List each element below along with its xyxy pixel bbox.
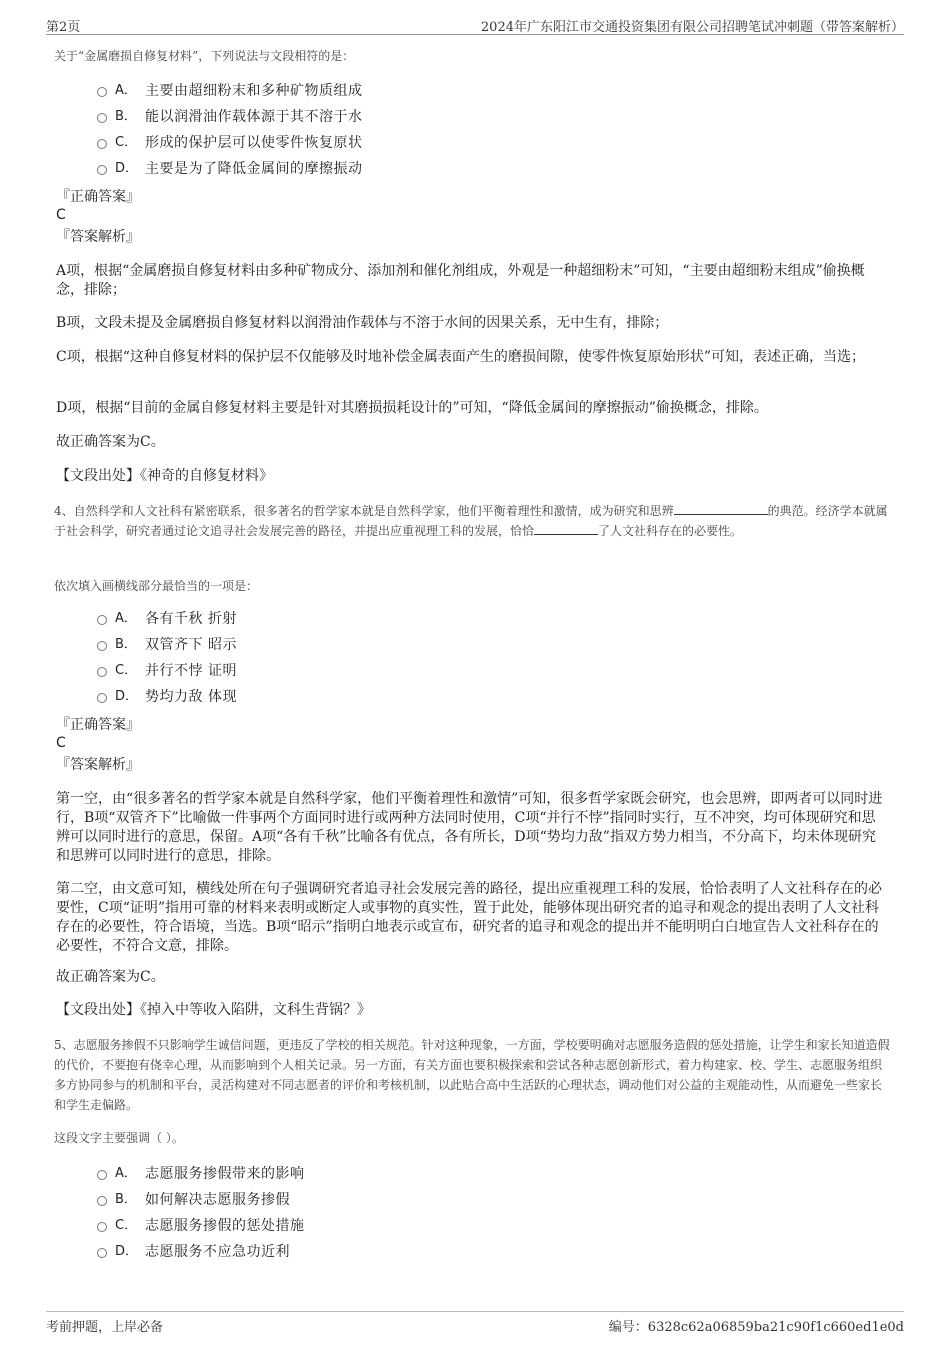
page-header xyxy=(46,14,904,35)
radio-icon[interactable] xyxy=(97,1222,107,1232)
radio-icon[interactable] xyxy=(97,667,107,677)
q5-option-b[interactable]: B． 如何解决志愿服务掺假 xyxy=(97,1190,497,1210)
radio-icon[interactable] xyxy=(97,1196,107,1206)
page-footer xyxy=(46,1311,904,1334)
q4-option-c[interactable]: C． 并行不悖 证明 xyxy=(97,661,497,681)
q3-source: 【文段出处】《神奇的自修复材料》 xyxy=(56,468,273,484)
q3-option-b[interactable]: B． 能以润滑油作载体源于其不溶于水 xyxy=(97,107,497,127)
radio-icon[interactable] xyxy=(97,139,107,149)
q5-stem: 5、志愿服务掺假不只影响学生诚信问题，更违反了学校的相关规范。针对这种现象，一方面，学校要明确对志愿服务造假的惩处措施，让学生和家长知道造假的代价，不要抱有侥幸心理，从而影响到个人相关记录。另一方面，有关方面也要积极探索和尝试各种志愿创新形式，着力构建家、校、学生、志愿服务组织多方协同参与的机制和平台，灵活构建对不同志愿者的评价和考核机制，以此贴合高中生活跃的心理状态，调动他们对公益的主观能动性，从而避免一些家长和学生走偏路。 xyxy=(54,1038,890,1112)
q3-analysis-label: 『答案解析』 xyxy=(56,229,140,245)
q5-prompt: 这段文字主要强调（ ）。 xyxy=(54,1131,184,1145)
q3-option-a[interactable]: A． 主要由超细粉末和多种矿物质组成 xyxy=(97,81,497,101)
q5-option-d[interactable]: D． 志愿服务不应急功近利 xyxy=(97,1242,497,1262)
fill-blank-1 xyxy=(674,502,768,515)
q3-answer: C xyxy=(56,207,66,223)
footer-slogan: 考前押题，上岸必备 xyxy=(46,1320,164,1335)
q5-option-c[interactable]: C． 志愿服务掺假的惩处措施 xyxy=(97,1216,497,1236)
q4-answer-label: 『正确答案』 xyxy=(56,717,140,733)
page-number: 第2页 xyxy=(46,20,81,35)
radio-icon[interactable] xyxy=(97,641,107,651)
radio-icon[interactable] xyxy=(97,693,107,703)
radio-icon[interactable] xyxy=(97,615,107,625)
q3-option-c[interactable]: C． 形成的保护层可以使零件恢复原状 xyxy=(97,133,497,153)
radio-icon[interactable] xyxy=(97,1170,107,1180)
q3-analysis-a: A项，根据“金属磨损自修复材料由多种矿物成分、添加剂和催化剂组成，外观是一种超细粉末”可知，“主要由超细粉末组成”偷换概念，排除； xyxy=(56,263,865,298)
document-title: 2024年广东阳江市交通投资集团有限公司招聘笔试冲刺题（带答案解析） xyxy=(480,20,904,35)
document-id: 编号：6328c62a06859ba21c90f1c660ed1e0d xyxy=(608,1320,904,1335)
q3-analysis-c: C项，根据“这种自修复材料的保护层不仅能够及时地补偿金属表面产生的磨损间隙，使零件恢复原始形状”可知，表述正确，当选； xyxy=(56,349,866,365)
q3-answer-label: 『正确答案』 xyxy=(56,189,140,205)
q4-conclusion: 故正确答案为C。 xyxy=(56,969,165,985)
q3-conclusion: 故正确答案为C。 xyxy=(56,434,165,450)
q4-stem: 4、自然科学和人文社科有紧密联系，很多著名的哲学家本就是自然科学家，他们平衡着理性和激情，成为研究和思辨 的典范。经济学本就属于社会科学，研究者通过论文追寻社会发展完善的路径，并提出应重视理工科的发展，恰恰 了人文社科存在的必要性。 xyxy=(54,504,888,538)
radio-icon[interactable] xyxy=(97,113,107,123)
q3-option-d[interactable]: D． 主要是为了降低金属间的摩擦振动 xyxy=(97,159,497,179)
radio-icon[interactable] xyxy=(97,165,107,175)
radio-icon[interactable] xyxy=(97,1248,107,1258)
q4-source: 【文段出处】《掉入中等收入陷阱，文科生背锅？》 xyxy=(56,1002,371,1018)
q4-answer: C xyxy=(56,735,66,751)
radio-icon[interactable] xyxy=(97,87,107,97)
q4-prompt: 依次填入画横线部分最恰当的一项是： xyxy=(54,579,259,593)
q3-prompt: 关于“金属磨损自修复材料”，下列说法与文段相符的是： xyxy=(54,49,355,63)
q3-analysis-d: D项，根据“目前的金属自修复材料主要是针对其磨损损耗设计的”可知，“降低金属间的摩擦振动”偷换概念，排除。 xyxy=(56,400,768,416)
fill-blank-2 xyxy=(534,522,598,535)
q4-option-d[interactable]: D． 势均力敌 体现 xyxy=(97,687,497,707)
q4-analysis-label: 『答案解析』 xyxy=(56,757,140,773)
q3-analysis-b: B项，文段未提及金属磨损自修复材料以润滑油作载体与不溶于水间的因果关系，无中生有，排除； xyxy=(56,315,669,331)
q4-option-b[interactable]: B． 双管齐下 昭示 xyxy=(97,635,497,655)
q5-option-a[interactable]: A． 志愿服务掺假带来的影响 xyxy=(97,1164,497,1184)
q4-analysis-second-blank: 第二空，由文意可知，横线处所在句子强调研究者追寻社会发展完善的路径，提出应重视理工科的发展，恰恰表明了人文社科存在的必要性，C项“证明”指用可靠的材料来表明或断定人或事物的真实性，置于此处，能够体现出研究者的追寻和观念的提出表明了人文社科存在的必要性，符合语境，当选。B项“昭示”指明白地表示或宣布，研究者的追寻和观念的提出并不能明明白白地宣告人文社科存在的必要性，不符合文意，排除。 xyxy=(56,881,882,954)
q4-option-a[interactable]: A． 各有千秋 折射 xyxy=(97,609,497,629)
q4-analysis-first-blank: 第一空，由“很多著名的哲学家本就是自然科学家，他们平衡着理性和激情”可知，很多哲学家既会研究，也会思辨，即两者可以同时进行，B项“双管齐下”比喻做一件事两个方面同时进行或两种方法同时使用，C项“并行不悖”指同时实行，互不冲突，均可体现研究和思辨可以同时进行的意思，保留。A项“各有千秋”比喻各有优点，各有所长，D项“势均力敌”指双方势力相当，不分高下，均未体现研究和思辨可以同时进行的意思，排除。 xyxy=(56,791,883,864)
